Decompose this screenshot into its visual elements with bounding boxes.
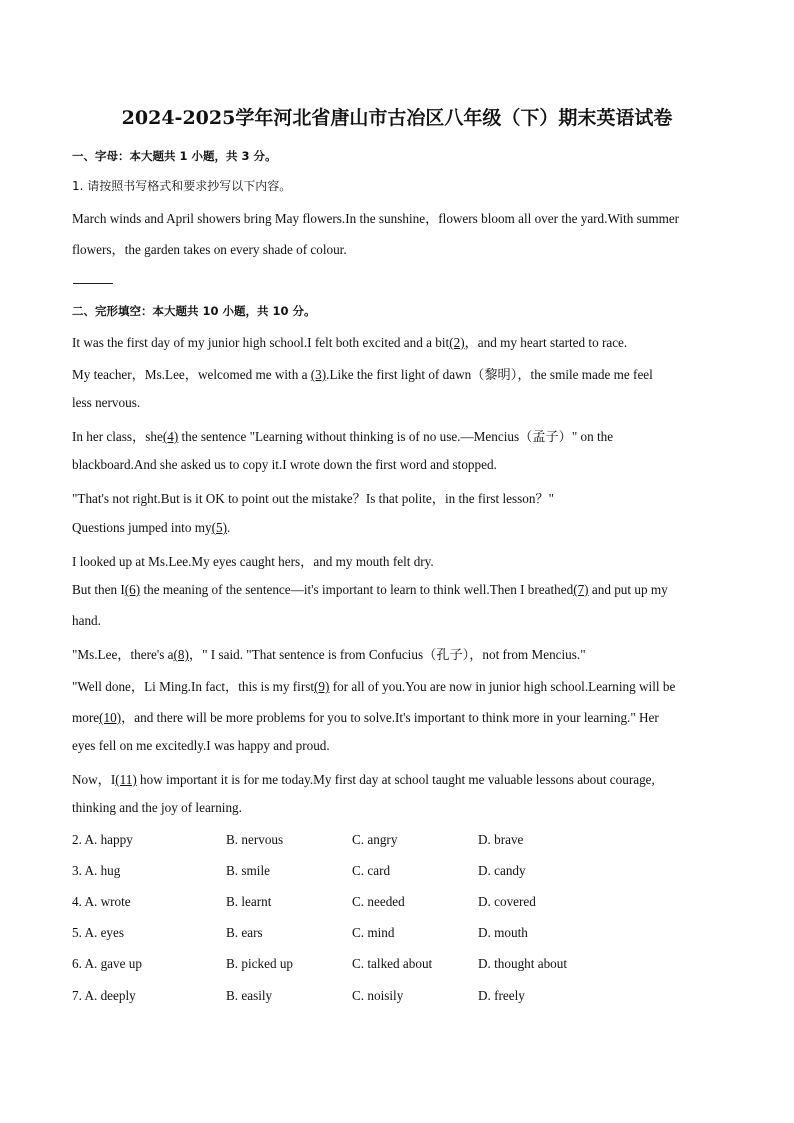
- passage-line: [72, 707, 732, 726]
- passage-text: ，and there will be more problems for you to solve.It's important to think more in your learning." Her: [121, 710, 659, 725]
- gap-3[interactable]: (3): [310, 367, 327, 382]
- option-b[interactable]: B. picked up: [226, 956, 294, 971]
- option-d[interactable]: D. freely: [478, 988, 525, 1003]
- option-b[interactable]: B. ears: [226, 925, 263, 940]
- question-6-options: [72, 956, 732, 974]
- passage-text: "Well done，Li Ming.In fact，this is my first: [72, 679, 315, 694]
- gap-6[interactable]: (6): [124, 582, 141, 597]
- gap-2[interactable]: (2): [449, 335, 465, 350]
- option-b[interactable]: B. nervous: [226, 832, 284, 847]
- passage-text: ，" I said. "That sentence is from Confucius（孔子），not from Mencius.": [188, 647, 586, 662]
- option-d[interactable]: D. covered: [478, 894, 536, 909]
- option-c[interactable]: C. needed: [352, 894, 405, 909]
- passage-text: the sentence "Learning without thinking is of no use.—Mencius（孟子）" on the: [178, 429, 614, 444]
- option-c[interactable]: C. talked about: [352, 956, 433, 971]
- gap-7[interactable]: (7): [573, 582, 589, 597]
- option-a[interactable]: 6. A. gave up: [72, 956, 142, 971]
- option-c[interactable]: C. mind: [352, 925, 395, 940]
- passage-text: ，and my heart started to race.: [464, 335, 628, 350]
- passage-line: [72, 364, 732, 383]
- passage-line: [72, 426, 732, 445]
- copy-text-line-1: March winds and April showers bring May flowers.In the sunshine，flowers bloom all over the yard.With summer: [72, 211, 680, 226]
- passage-line: [72, 582, 732, 598]
- copy-text-line-2: flowers，the garden takes on every shade of colour.: [72, 242, 347, 257]
- passage-line: [72, 644, 732, 663]
- page-title: 2024-2025学年河北省唐山市古冶区八年级（下）期末英语试卷: [121, 107, 673, 129]
- passage-text: Now，I: [72, 772, 116, 787]
- gap-11[interactable]: (11): [115, 772, 137, 787]
- question-1-prompt-text: 1. 请按照书写格式和要求抄写以下内容。: [72, 179, 292, 193]
- passage-text: for all of you.You are now in junior high school.Learning will be: [329, 679, 676, 694]
- passage-text: It was the first day of my junior high school.I felt both excited and a bit: [72, 335, 450, 350]
- passage-text: But then I: [72, 582, 125, 597]
- passage-text: "Ms.Lee，there's a: [72, 647, 174, 662]
- section-2-heading: 二、完形填空：本大题共 10 小题，共 10 分。: [72, 304, 316, 318]
- gap-8[interactable]: (8): [173, 647, 189, 662]
- passage-line: [72, 676, 732, 695]
- question-1-prompt: [72, 177, 732, 194]
- option-a[interactable]: 2. A. happy: [72, 832, 133, 847]
- passage-line: eyes fell on me excitedly.I was happy and proud.: [72, 738, 330, 753]
- option-a[interactable]: 4. A. wrote: [72, 894, 131, 909]
- option-a[interactable]: 3. A. hug: [72, 863, 121, 878]
- passage-line: blackboard.And she asked us to copy it.I wrote down the first word and stopped.: [72, 457, 497, 472]
- answer-blank-line[interactable]: [73, 283, 113, 284]
- question-4-options: [72, 894, 732, 912]
- question-7-options: [72, 988, 732, 1006]
- passage-line: hand.: [72, 613, 101, 628]
- gap-4[interactable]: (4): [162, 429, 179, 444]
- option-a[interactable]: 7. A. deeply: [72, 988, 136, 1003]
- passage-text: .Like the first light of dawn（黎明），the smile made me feel: [326, 367, 653, 382]
- gap-5[interactable]: (5): [211, 520, 227, 535]
- passage-line: I looked up at Ms.Lee.My eyes caught hers，and my mouth felt dry.: [72, 554, 434, 569]
- gap-9[interactable]: (9): [314, 679, 330, 694]
- option-d[interactable]: D. brave: [478, 832, 524, 847]
- passage-text: Questions jumped into my: [72, 520, 212, 535]
- passage-text: .: [226, 520, 231, 535]
- passage-line: thinking and the joy of learning.: [72, 800, 242, 815]
- gap-10[interactable]: (10): [99, 710, 122, 725]
- passage-line: "That's not right.But is it OK to point out the mistake？Is that polite，in the first lesson？": [72, 491, 554, 506]
- option-b[interactable]: B. easily: [226, 988, 273, 1003]
- option-a[interactable]: 5. A. eyes: [72, 925, 125, 940]
- passage-text: more: [72, 710, 100, 725]
- passage-text: In her class，she: [72, 429, 163, 444]
- passage-text: and put up my: [588, 582, 668, 597]
- question-3-options: [72, 863, 732, 881]
- passage-line: [72, 520, 732, 536]
- option-d[interactable]: D. mouth: [478, 925, 528, 940]
- question-5-options: [72, 925, 732, 943]
- option-c[interactable]: C. angry: [352, 832, 398, 847]
- option-c[interactable]: C. noisily: [352, 988, 404, 1003]
- passage-text: the meaning of the sentence—it's important to learn to think well.Then I breathed: [140, 582, 574, 597]
- section-1-heading: 一、字母：本大题共 1 小题，共 3 分。: [72, 149, 277, 163]
- passage-text: how important it is for me today.My first day at school taught me valuable lessons about courage,: [136, 772, 655, 787]
- option-b[interactable]: B. learnt: [226, 894, 272, 909]
- option-d[interactable]: D. thought about: [478, 956, 568, 971]
- passage-line: less nervous.: [72, 395, 141, 410]
- passage-line: [72, 332, 732, 351]
- option-d[interactable]: D. candy: [478, 863, 526, 878]
- passage-line: [72, 769, 732, 788]
- option-c[interactable]: C. card: [352, 863, 391, 878]
- passage-text: My teacher，Ms.Lee，welcomed me with a: [72, 367, 311, 382]
- question-2-options: [72, 832, 732, 850]
- option-b[interactable]: B. smile: [226, 863, 270, 878]
